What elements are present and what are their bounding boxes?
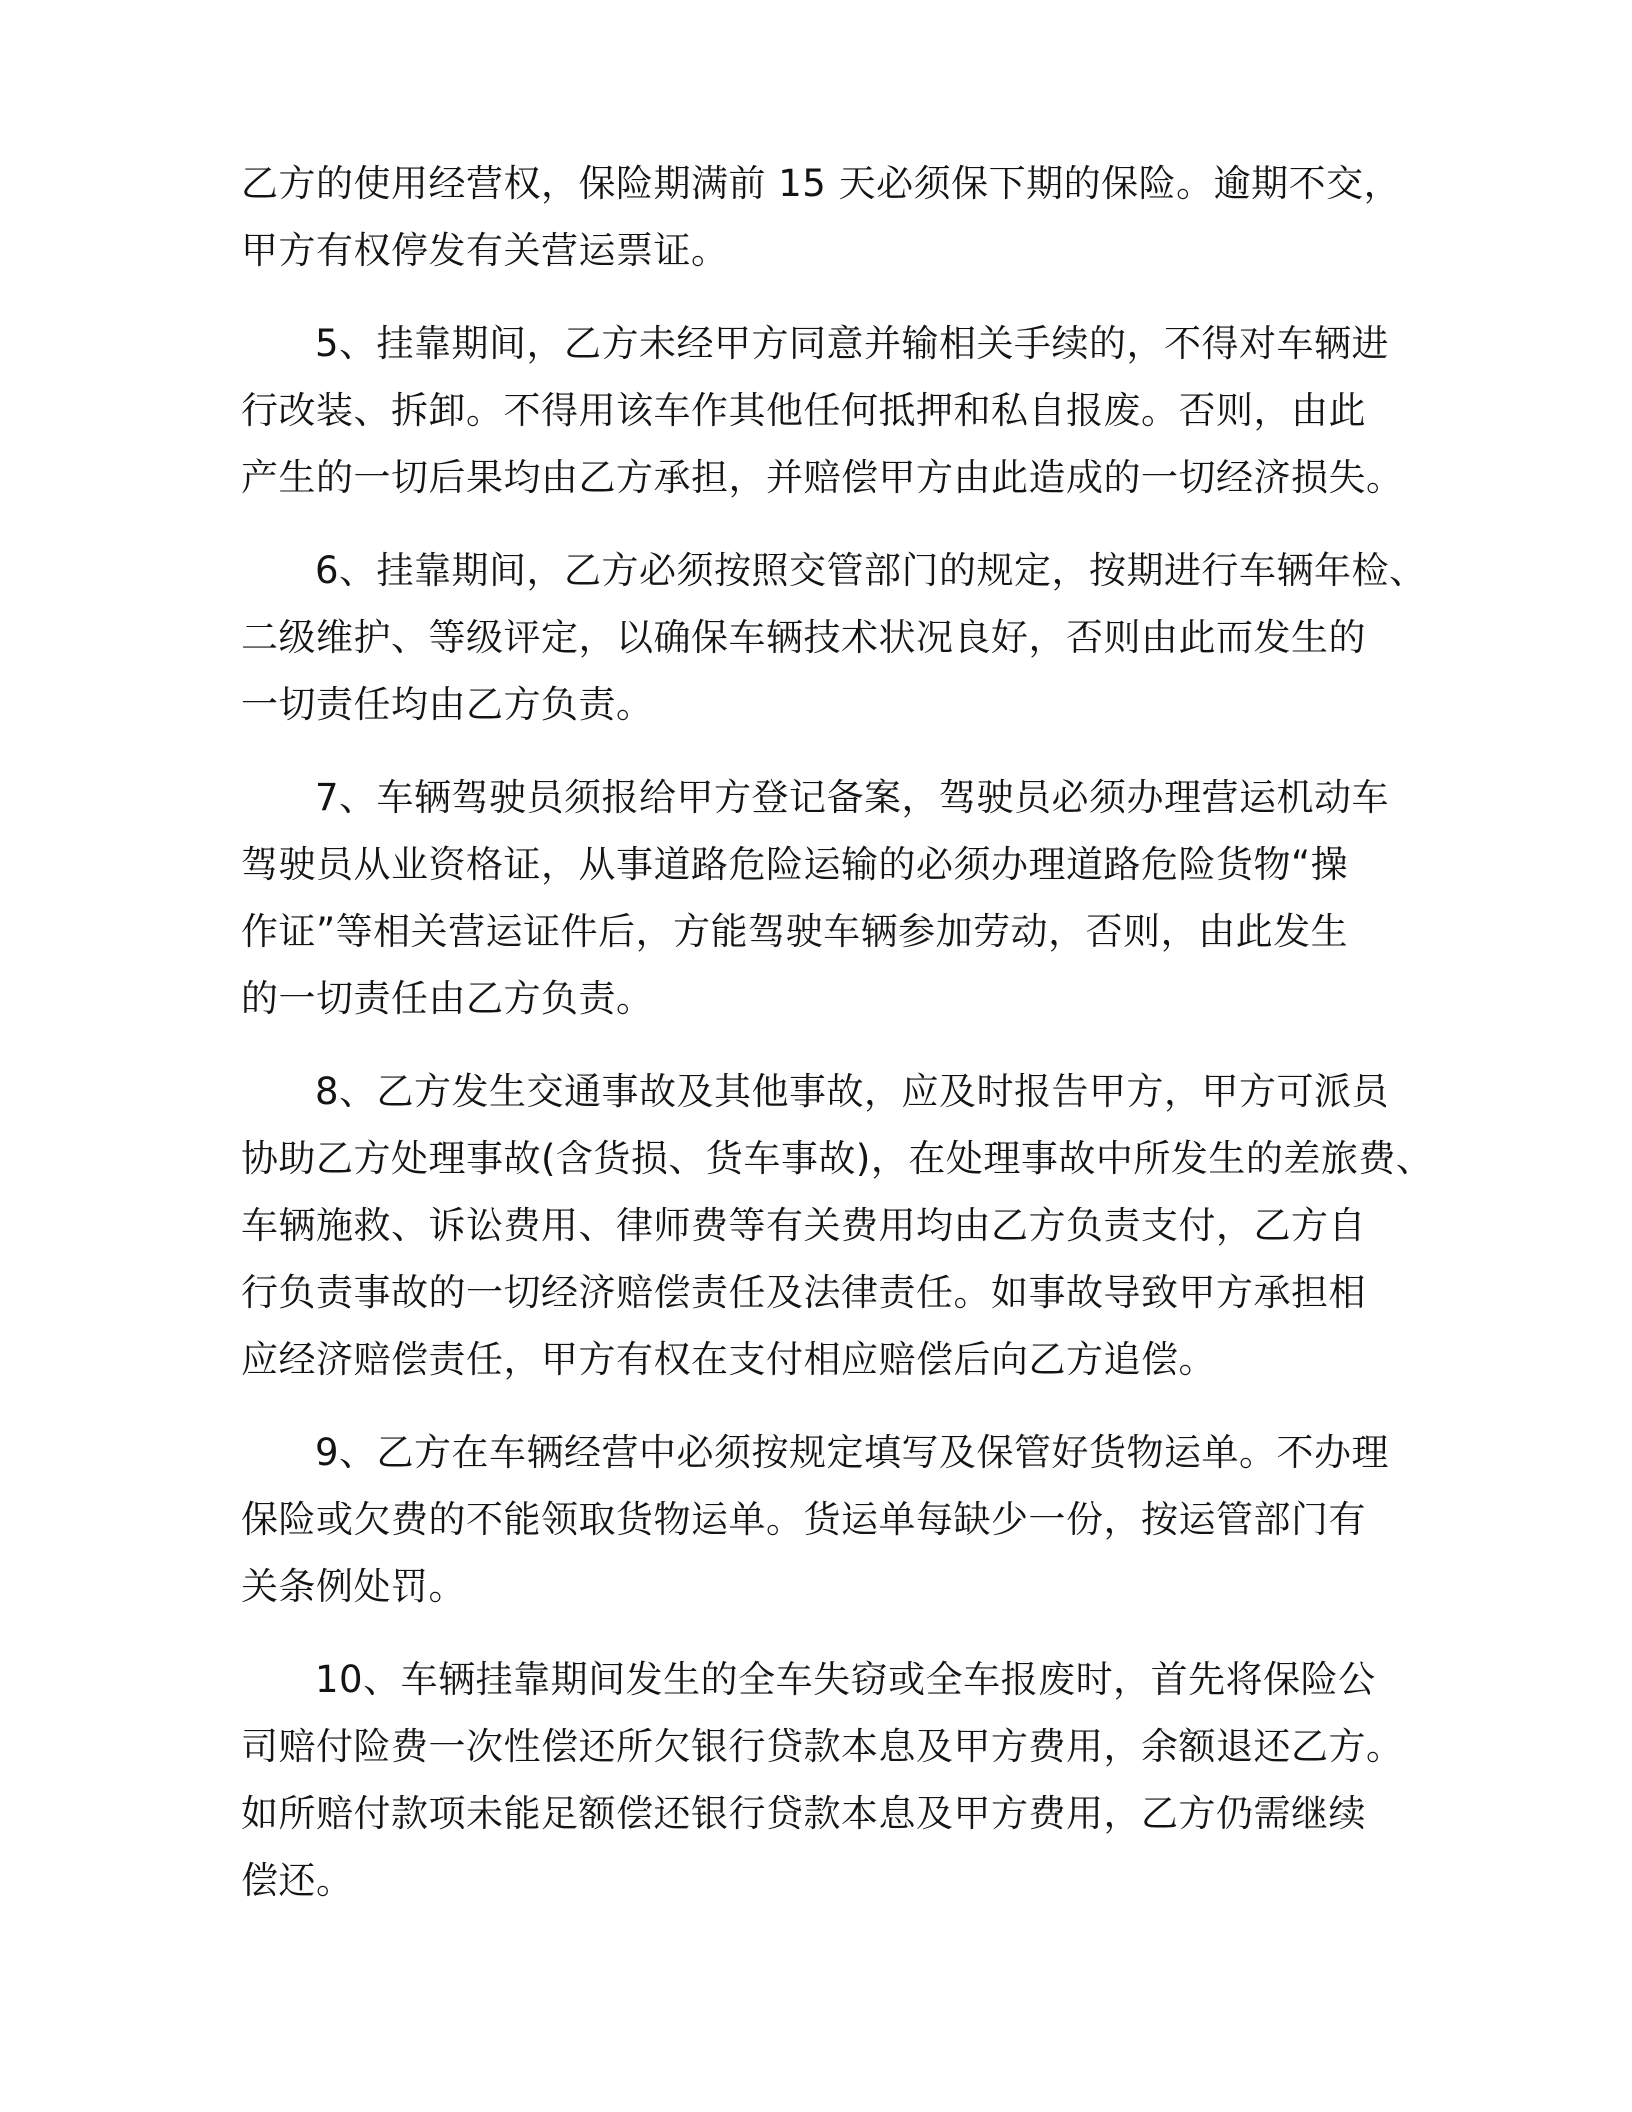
- text-line: 甲方有权停发有关营运票证。: [241, 229, 729, 272]
- text-line: 的一切责任由乙方负责。: [241, 977, 654, 1020]
- paragraph-9: [241, 1419, 1391, 1620]
- text-line: 驾驶员从业资格证，从事道路危险运输的必须办理道路危险货物“操: [241, 843, 1349, 886]
- text-line: 行改装、拆卸。不得用该车作其他任何抵押和私自报废。否则，由此: [241, 389, 1366, 432]
- text-line: 关条例处罚。: [241, 1565, 466, 1608]
- paragraph-4-continued: [241, 150, 1402, 284]
- text-line: 行负责事故的一切经济赔偿责任及法律责任。如事故导致甲方承担相: [241, 1271, 1366, 1314]
- text-line: 一切责任均由乙方负责。: [241, 683, 654, 726]
- paragraph-6: [241, 537, 1427, 738]
- text-line: 产生的一切后果均由乙方承担，并赔偿甲方由此造成的一切经济损失。: [241, 456, 1404, 499]
- text-line: 作证”等相关营运证件后，方能驾驶车辆参加劳动，否则，由此发生: [241, 910, 1349, 953]
- text-line: 偿还。: [241, 1859, 354, 1902]
- text-line: 6、挂靠期间，乙方必须按照交管部门的规定，按期进行车辆年检、: [315, 549, 1427, 592]
- paragraph-5: [241, 310, 1404, 511]
- text-line: 车辆施救、诉讼费用、律师费等有关费用均由乙方负责支付，乙方自: [241, 1204, 1366, 1247]
- text-line: 保险或欠费的不能领取货物运单。货运单每缺少一份，按运管部门有: [241, 1498, 1366, 1541]
- text-line: 8、乙方发生交通事故及其他事故，应及时报告甲方，甲方可派员: [315, 1070, 1390, 1113]
- text-line: 如所赔付款项未能足额偿还银行贷款本息及甲方费用，乙方仍需继续: [241, 1792, 1366, 1835]
- text-line: 乙方的使用经营权，保险期满前 15 天必须保下期的保险。逾期不交，: [241, 162, 1402, 205]
- text-line: 7、车辆驾驶员须报给甲方登记备案，驾驶员必须办理营运机动车: [315, 776, 1390, 819]
- text-line: 二级维护、等级评定，以确保车辆技术状况良好，否则由此而发生的: [241, 616, 1366, 659]
- text-line: 5、挂靠期间，乙方未经甲方同意并输相关手续的，不得对车辆进: [315, 322, 1390, 365]
- paragraph-7: [241, 764, 1391, 1032]
- text-line: 应经济赔偿责任，甲方有权在支付相应赔偿后向乙方追偿。: [241, 1338, 1216, 1381]
- text-line: 9、乙方在车辆经营中必须按规定填写及保管好货物运单。不办理: [315, 1431, 1390, 1474]
- text-line: 10、车辆挂靠期间发生的全车失窃或全车报废时，首先将保险公: [315, 1658, 1376, 1701]
- document-body: [241, 150, 1434, 1940]
- paragraph-8: [241, 1058, 1434, 1393]
- text-line: 协助乙方处理事故(含货损、货车事故)，在处理事故中所发生的差旅费、: [241, 1137, 1434, 1180]
- text-line: 司赔付险费一次性偿还所欠银行贷款本息及甲方费用，余额退还乙方。: [241, 1725, 1404, 1768]
- paragraph-10: [241, 1646, 1404, 1914]
